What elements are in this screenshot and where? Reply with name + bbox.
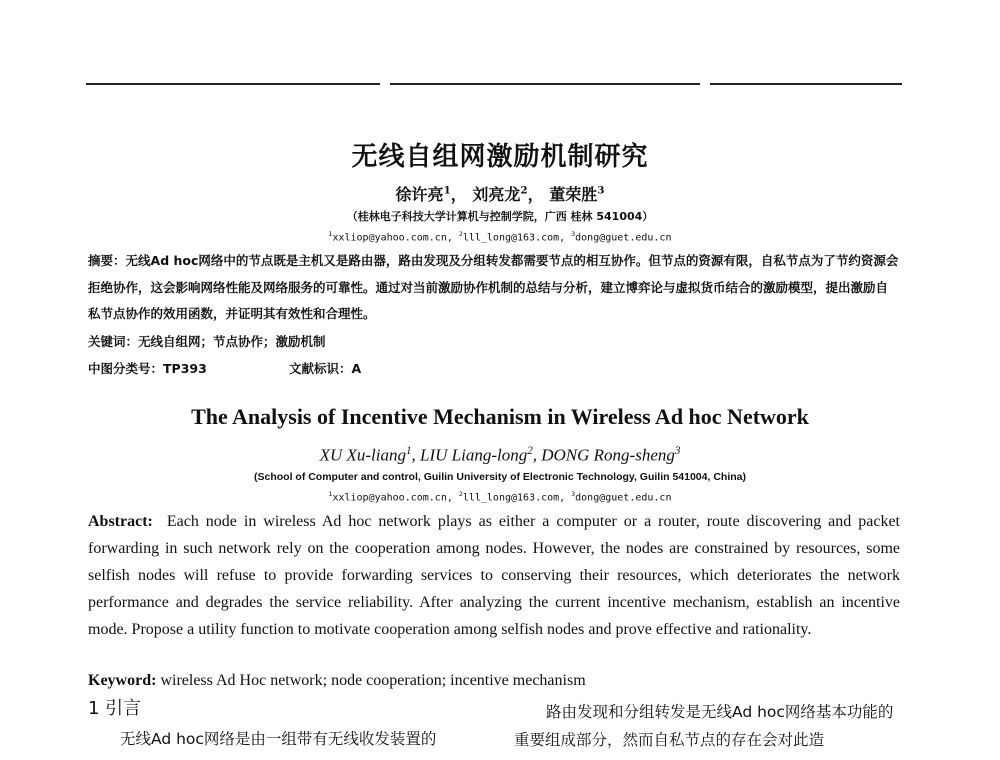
- chinese-authors: 徐许亮$^1$， 刘亮龙$^2$， 董荣胜$^3$: [395, 184, 605, 204]
- abstract-label: 摘要：: [88, 253, 126, 268]
- email-sup: 1: [328, 490, 333, 498]
- header-rule: [86, 83, 902, 85]
- keywords-text: 无线自组网；节点协作；激励机制: [138, 334, 326, 349]
- email-address: lll_long@163.com,: [462, 492, 566, 504]
- english-abstract: [88, 508, 900, 643]
- english-emails: [0, 490, 1000, 503]
- email-address: dong@guet.edu.cn: [575, 492, 672, 504]
- author-name: 董荣胜: [549, 185, 598, 204]
- author-sup: 3: [674, 445, 681, 457]
- email-address: lll_long@163.com,: [462, 232, 566, 244]
- body-left-column: [88, 694, 488, 754]
- email-sup: 1: [328, 230, 333, 238]
- email-sup: 2: [458, 490, 463, 498]
- author-name: 刘亮龙: [472, 185, 521, 204]
- body-paragraph: 无线Ad hoc网络是由一组带有无线收发装置的: [120, 730, 437, 748]
- author-name: XU Xu-liang: [319, 445, 406, 465]
- english-authors: XU Xu-liang$^1$, LIU Liang-long$^2$, DONG Rong-sheng$^3$: [319, 445, 681, 465]
- author-name: DONG Rong-sheng: [541, 445, 675, 465]
- classification-line: [88, 359, 900, 377]
- author-sup: 2: [520, 184, 528, 197]
- header-rule-gap: [700, 80, 710, 88]
- keywords-label: Keyword:: [88, 672, 157, 689]
- english-affiliation: (School of Computer and control, Guilin University of Electronic Technology, Guilin 541004, China): [253, 471, 746, 483]
- header-rule-gap: [380, 80, 390, 88]
- doc-value: A: [351, 361, 362, 376]
- english-title: The Analysis of Incentive Mechanism in Wireless Ad hoc Network: [191, 404, 809, 429]
- chinese-abstract: [88, 248, 900, 328]
- abstract-text: Each node in wireless Ad hoc network plays as either a computer or a router, route discovering and packet forwarding in such network rely on the cooperation among nodes. However, the nodes are constrained by resources, some selfish nodes will refuse to provide forwarding services to conserving their resources, which deteriorates the network performance and degrades the service reliability. After analyzing the current incentive mechanism, establish an incentive mode. Propose a utility function to motivate cooperation among selfish nodes and prove effective and rationality.: [88, 513, 901, 638]
- email-address: dong@guet.edu.cn: [575, 232, 672, 244]
- doc-code: [289, 359, 361, 377]
- email-sup: 3: [571, 490, 576, 498]
- chinese-keywords: [88, 332, 900, 350]
- body-right-column: 路由发现和分组转发是无线Ad hoc网络基本功能的重要组成部分，然而自私节点的存在会对此造: [514, 703, 894, 749]
- keywords-text: wireless Ad Hoc network; node cooperation; incentive mechanism: [160, 672, 586, 689]
- chinese-emails: [0, 230, 1000, 243]
- author-sup: 1: [443, 184, 451, 197]
- english-keywords: [88, 672, 900, 690]
- author-sup: 3: [597, 184, 605, 197]
- author-sup: 2: [527, 445, 533, 457]
- author-sup: 1: [405, 445, 412, 457]
- author-name: LIU Liang-long: [420, 445, 528, 465]
- chinese-title: 无线自组网激励机制研究: [351, 142, 649, 172]
- abstract-label: Abstract:: [88, 513, 153, 530]
- doc-label: 文献标识：: [289, 361, 352, 376]
- email-sup: 3: [571, 230, 576, 238]
- author-name: 徐许亮: [395, 185, 444, 204]
- chinese-affiliation: （桂林电子科技大学计算机与控制学院，广西 桂林 541004）: [346, 210, 654, 223]
- class-value: TP393: [163, 361, 207, 376]
- class-label: 中图分类号：: [88, 361, 164, 376]
- keywords-label: 关键词：: [88, 334, 139, 349]
- section-heading: 1 引言: [88, 698, 142, 719]
- email-sup: 2: [458, 230, 463, 238]
- email-address: xxliop@yahoo.com.cn,: [332, 232, 453, 244]
- email-address: xxliop@yahoo.com.cn,: [332, 492, 453, 504]
- abstract-text: 无线Ad hoc网络中的节点既是主机又是路由器，路由发现及分组转发都需要节点的相互协作。但节点的资源有限，自私节点为了节约资源会拒绝协作，这会影响网络性能及网络服务的可靠性。通过对当前激励协作机制的总结与分析，建立博弈论与虚拟货币结合的激励模型，提出激励自私节点协作的效用函数，并证明其有效性和合理性。: [88, 253, 899, 321]
